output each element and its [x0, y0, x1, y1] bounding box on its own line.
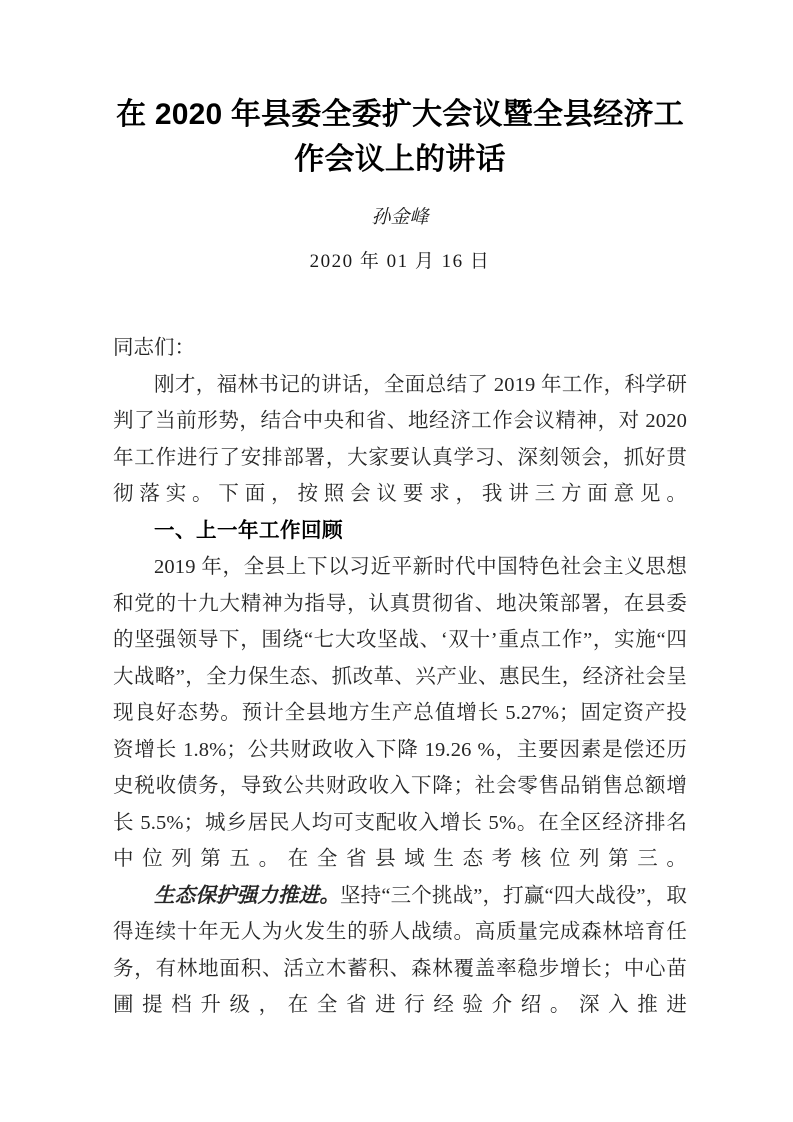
- page-title: 在 2020 年县委全委扩大会议暨全县经济工作会议上的讲话: [116, 98, 684, 176]
- document-body: [113, 276, 687, 1024]
- document-author: 孙金峰: [371, 207, 429, 228]
- paragraph-review-2019: 2019 年，全县上下以习近平新时代中国特色社会主义思想和党的十九大精神为指导，认真贯彻省、地决策部署，在县委的坚强领导下，围绕“七大攻坚战、‘双十’重点工作”，实施“四大战略”，全力保生态、抓改革、兴产业、惠民生，经济社会呈现良好态势。预计全县地方生产总值增长 5.27%；固定资产投资增长 1.8%；公共财政收入下降 19.26 %，主要因素是偿还历史税收债务，导致公共财政收入下降；社会零售品销售总额增长 5.5%；城乡居民人均可支配收入增长 5%。在全区经济排名中位列第五。在全省县域生态考核位列第三。: [113, 556, 687, 870]
- paragraph-eco-protection: [113, 878, 687, 1024]
- document-content-column: [113, 0, 687, 1024]
- document-date: 2020 年 01 月 16 日: [309, 251, 491, 272]
- salutation: 同志们：: [113, 337, 195, 359]
- section-heading-1: 一、上一年工作回顾: [154, 518, 343, 542]
- paragraph-lead-run: 生态保护强力推进。: [154, 884, 340, 907]
- paragraph-body-run: 坚持“三个挑战”，打赢“四大战役”，取得连续十年无人为火发生的骄人战绩。高质量完成森林培育任务，有林地面积、活立木蓄积、森林覆盖率稳步增长；中心苗圃提档升级，在全省进行经验介绍。深入推进: [113, 884, 687, 1016]
- paragraph-opening: 刚才，福林书记的讲话，全面总结了 2019 年工作，科学研判了当前形势，结合中央和省、地经济工作会议精神，对 2020 年工作进行了安排部署，大家要认真学习、深刻领会，抓好贯彻落实。下面，按照会议要求，我讲三方面意见。: [113, 373, 687, 505]
